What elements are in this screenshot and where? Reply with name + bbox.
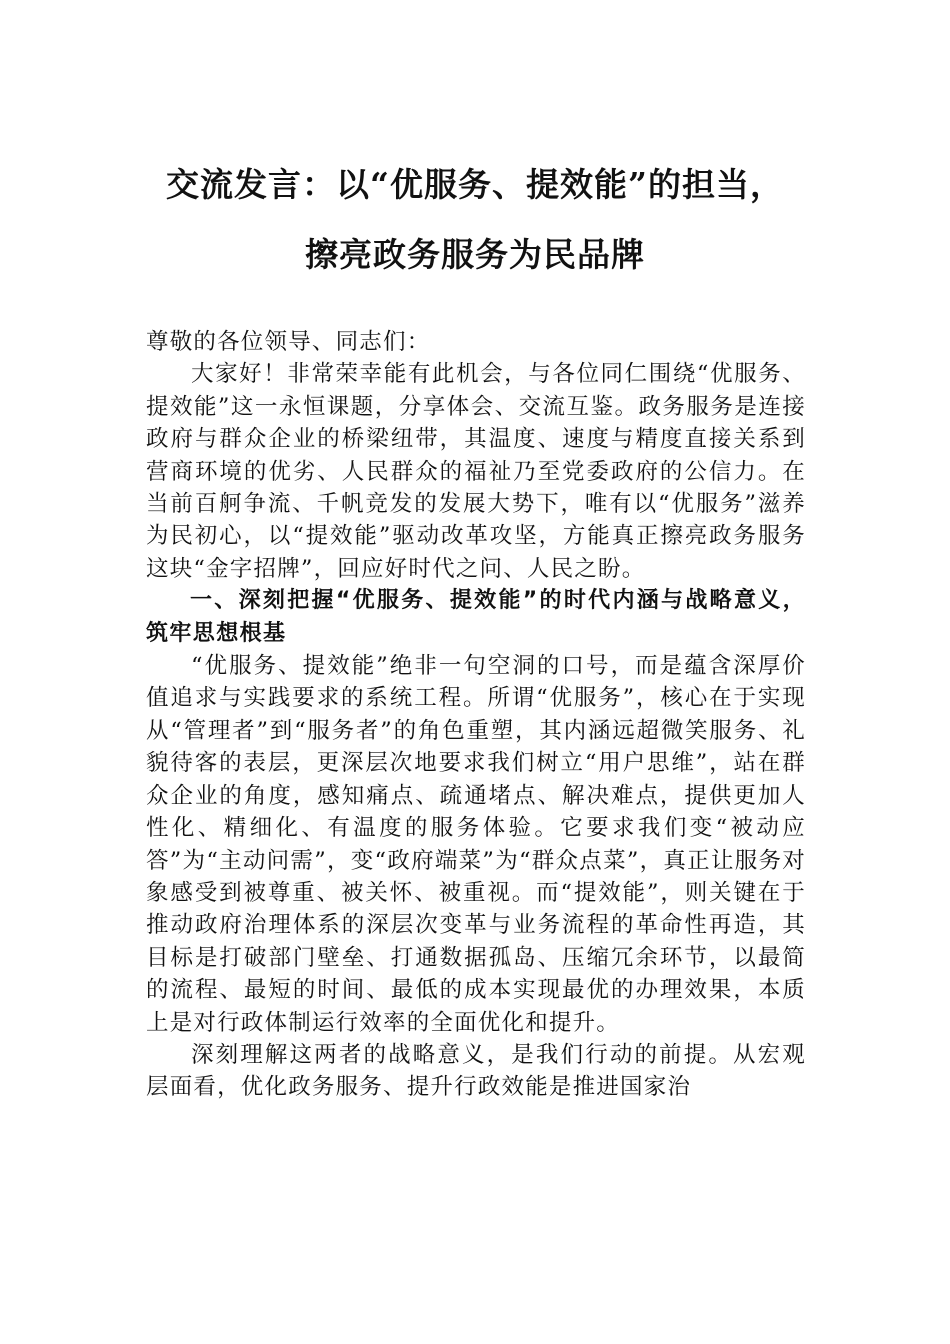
- paragraph-opening: 大家好！非常荣幸能有此机会，与各位同仁围绕“优服务、提效能”这一永恒课题，分享体会、交流互鉴。政务服务是连接政府与群众企业的桥梁纽带，其温度、速度与精度直接关系到营商环境的优劣、人民群众的福祉乃至党委政府的公信力。在当前百舸争流、千帆竞发的发展大势下，唯有以“优服务”滋养为民初心，以“提效能”驱动改革攻坚，方能真正擦亮政务服务这块“金字招牌”，回应好时代之问、人民之盼。: [146, 361, 806, 582]
- salutation: 尊敬的各位领导、同志们：: [146, 329, 431, 355]
- document-body: [146, 326, 806, 1104]
- section-heading-1: 一、深刻把握“优服务、提效能”的时代内涵与战略意义，筑牢思想根基: [146, 588, 806, 646]
- document-title-line-1: 交流发言：以“优服务、提效能”的担当，: [166, 165, 784, 204]
- document-title-line-2: 擦亮政务服务为民品牌: [305, 235, 645, 274]
- paragraph-section-1-body: “优服务、提效能”绝非一句空洞的口号，而是蕴含深厚价值追求与实践要求的系统工程。所谓“优服务”，核心在于实现从“管理者”到“服务者”的角色重塑，其内涵远超微笑服务、礼貌待客的表层，更深层次地要求我们树立“用户思维”，站在群众企业的角度，感知痛点、疏通堵点、解决难点，提供更加人性化、精细化、有温度的服务体验。它要求我们变“被动应答”为“主动问需”，变“政府端菜”为“群众点菜”，真正让服务对象感受到被尊重、被关怀、被重视。而“提效能”，则关键在于推动政府治理体系的深层次变革与业务流程的革命性再造，其目标是打破部门壁垒、打通数据孤岛、压缩冗余环节，以最简的流程、最短的时间、最低的成本实现最优的办理效果，本质上是对行政体制运行效率的全面优化和提升。: [146, 653, 806, 1036]
- paragraph-strategic-significance: 深刻理解这两者的战略意义，是我们行动的前提。从宏观层面看，优化政务服务、提升行政效能是推进国家治: [146, 1041, 806, 1101]
